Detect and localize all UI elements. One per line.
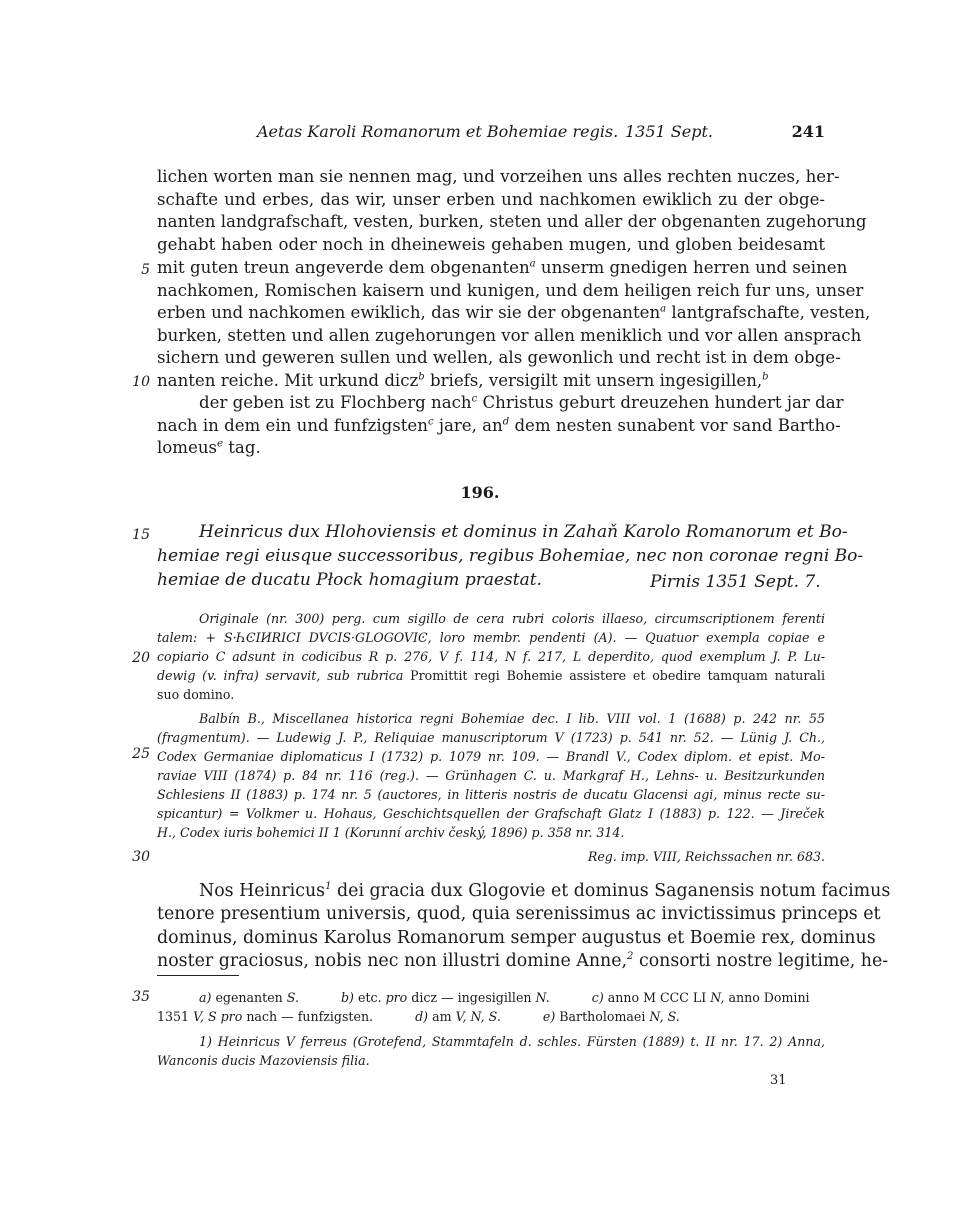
literature-line: Codex Germaniae diplomaticus I (1732) p. 1079 nr. 109. — Brandl V., Codex diplom. et epist. Mo- [157, 749, 825, 764]
apparatus-line [157, 666, 825, 685]
critical-mark: c [427, 416, 434, 428]
footnote-mark: c) [591, 990, 604, 1005]
critical-mark: a [529, 258, 536, 270]
text-line [157, 437, 825, 459]
critical-mark: a [660, 303, 667, 315]
critical-mark: b [418, 371, 425, 383]
apparatus-segment: dewig (v. infra) servavit, sub rubrica [157, 668, 404, 683]
note-ref: 1 [325, 881, 332, 893]
footnote-mark: a) [199, 990, 212, 1005]
header-date: 1351 Sept. [625, 122, 713, 141]
text-line: tenore presentium universis, quod, quia serenissimus ac invictissimus princeps et [157, 904, 881, 924]
regest-line: hemiae regi eiusque successoribus, regibus Bohemiae, nec non coronae regni Bo- [157, 546, 864, 566]
footnote-mark: b) [341, 990, 354, 1005]
reg-imp: Reg. imp. VIII, Reichssachen nr. 683. [587, 849, 825, 864]
footnote-text: anno Domini [728, 990, 810, 1005]
apparatus-line: suo domino. [157, 687, 235, 702]
text-segment: mit guten treun angeverde dem obgenanten [157, 258, 530, 277]
text-line [157, 370, 825, 392]
text-segment: jare, an [438, 416, 503, 435]
footnote-text: etc. [358, 990, 382, 1005]
text-line [157, 302, 871, 324]
text-line [157, 415, 841, 437]
footnote-source: V, N, S. [455, 1009, 501, 1024]
text-line [199, 392, 844, 414]
text-line: schafte und erbes, das wir, unser erben und nachkomen ewiklich zu der obge- [157, 190, 825, 209]
text-line [199, 880, 891, 902]
text-segment: unserm gnedigen herren und seinen [540, 258, 848, 277]
critical-mark: e [217, 438, 223, 450]
text-segment: nanten reiche. Mit urkund dicz [157, 371, 419, 390]
footnote-text: dicz — ingesigillen [411, 990, 532, 1005]
text-segment: lomeus [157, 438, 218, 457]
footnote-text: egenanten [215, 990, 283, 1005]
text-line: sichern und geweren sullen und wellen, als gewonlich und recht ist in dem obge- [157, 348, 841, 367]
footnote-source: N. [535, 990, 550, 1005]
margin-number: 5 [141, 262, 150, 278]
running-title: Aetas Karoli Romanorum et Bohemiae regis. [257, 122, 619, 141]
document-number: 196. [460, 483, 500, 502]
page-number: 241 [791, 122, 825, 141]
apparatus-line: copiario C adsunt in codicibus R p. 276, V f. 114, N f. 217, L deperdito, quod exemplum J. P. Lu- [157, 649, 825, 664]
text-segment: tag. [228, 438, 261, 457]
margin-number: 25 [132, 746, 150, 762]
footnote-mark: e) [542, 1009, 556, 1024]
apparatus-line: talem: + S·ҺϾIИRICI DVCIS·GLOGOVIϾ, loro membr. pendenti (A). — Quatuor exempla copiae e [157, 630, 825, 645]
text-line: lichen worten man sie nennen mag, und vorzeihen uns alles rechten nuczes, her- [157, 167, 840, 186]
footnote-line: 1) Heinricus V ferreus (Grotefend, Stammtafeln d. schles. Fürsten (1889) t. II nr. 17. 2) Anna, [199, 1034, 825, 1049]
literature-line: Balbín B., Miscellanea historica regni Bohemiae dec. I lib. VIII vol. 1 (1688) p. 242 nr. 55 [199, 711, 825, 726]
literature-line: H., Codex iuris bohemici II 1 (Korunní archiv český, 1896) p. 358 nr. 314. [157, 825, 625, 840]
text-line [157, 257, 848, 279]
text-line: burken, stetten und allen zugehorungen vor allen meniklich und vor allen ansprach [157, 326, 862, 345]
text-segment: nach in dem ein und funfzigsten [157, 416, 428, 435]
note-ref: 2 [627, 951, 634, 963]
critical-mark: b [762, 371, 769, 383]
literature-line: raviae VIII (1874) p. 84 nr. 116 (reg.). — Grünhagen C. u. Markgraf H., Lehns- u. Besitzurkunden [157, 768, 825, 783]
footnote-source: V, S [193, 1009, 217, 1024]
margin-number: 20 [132, 650, 150, 666]
text-segment: erben und nachkomen ewiklich, das wir sie der obgenanten [157, 303, 661, 322]
footnote-pro: pro [220, 1009, 243, 1024]
text-line: dominus, dominus Karolus Romanorum semper augustus et Boemie rex, dominus [157, 928, 876, 948]
regest-line: Heinricus dux Hlohoviensis et dominus in Zahaň Karolo Romanorum et Bo- [199, 522, 848, 542]
regest-line: hemiae de ducatu Płock homagium praestat. [157, 570, 542, 590]
margin-number: 10 [132, 374, 150, 390]
footnote-line [157, 1007, 825, 1026]
text-segment: dei gracia dux Glogovie et dominus Saganensis notum facimus [337, 881, 891, 901]
text-segment: Nos Heinricus [199, 881, 326, 901]
text-segment: der geben ist zu Flochberg nach [199, 393, 472, 412]
footnote-text: nach — funfzigsten. [246, 1009, 374, 1024]
text-segment: Christus geburt dreuzehen hundert jar dar [482, 393, 844, 412]
footnote-source: S. [286, 990, 299, 1005]
footnote-rule [157, 975, 239, 976]
text-line: gehabt haben oder noch in dheineweis gehaben mugen, und globen beidesamt [157, 235, 825, 254]
literature-line: (fragmentum). — Ludewig J. P., Reliquiae manuscriptorum V (1723) p. 541 nr. 52. — Lünig J. Ch., [157, 730, 825, 745]
margin-number: 15 [132, 527, 150, 543]
text-segment: lantgrafschafte, vesten, [671, 303, 871, 322]
footnote-text: Bartholomaei [559, 1009, 646, 1024]
literature-line: Schlesiens II (1883) p. 174 nr. 5 (auctores, in litteris nostris de ducatu Glacensi agi, minus recte su- [157, 787, 825, 802]
text-segment: consorti nostre legitime, he- [638, 951, 889, 971]
footnote-line [199, 988, 825, 1007]
rubric-text: Promittit regi Bohemie assistere et obedire tamquam naturali [410, 668, 825, 683]
text-segment: noster graciosus, nobis nec non illustri domine Anne, [157, 951, 628, 971]
text-line: nachkomen, Romischen kaisern und kunigen, und dem heiligen reich fur uns, unser [157, 281, 864, 300]
footnote-source: N, [710, 990, 725, 1005]
footnote-text: anno M CCC LI [607, 990, 707, 1005]
critical-mark: d [502, 416, 510, 428]
margin-number: 30 [132, 849, 150, 865]
footnote-pro: pro [385, 990, 408, 1005]
literature-line: spicantur) = Volkmer u. Hohaus, Geschichtsquellen der Grafschaft Glatz I (1883) p. 122. — Jireček [157, 806, 825, 821]
margin-number: 35 [132, 989, 150, 1005]
apparatus-line: Originale (nr. 300) perg. cum sigillo de cera rubri coloris illaeso, circumscriptionem ferenti [199, 611, 825, 626]
critical-mark: c [471, 393, 478, 405]
text-line: nanten landgrafschaft, vesten, burken, steten und aller der obgenanten zugehorung [157, 212, 867, 231]
text-segment: briefs, versigilt mit unsern ingesigillen, [429, 371, 763, 390]
footnote-text: 1351 [157, 1009, 190, 1024]
signature-mark: 31 [770, 1073, 787, 1088]
footnote-text: am [432, 1009, 452, 1024]
place-date: Pirnis 1351 Sept. 7. [650, 572, 821, 592]
footnote-source: N, S. [649, 1009, 680, 1024]
text-segment: dem nesten sunabent vor sand Bartho- [514, 416, 841, 435]
text-line [157, 950, 889, 972]
footnote-line: Wanconis ducis Mazoviensis filia. [157, 1053, 370, 1068]
footnote-mark: d) [415, 1009, 429, 1024]
